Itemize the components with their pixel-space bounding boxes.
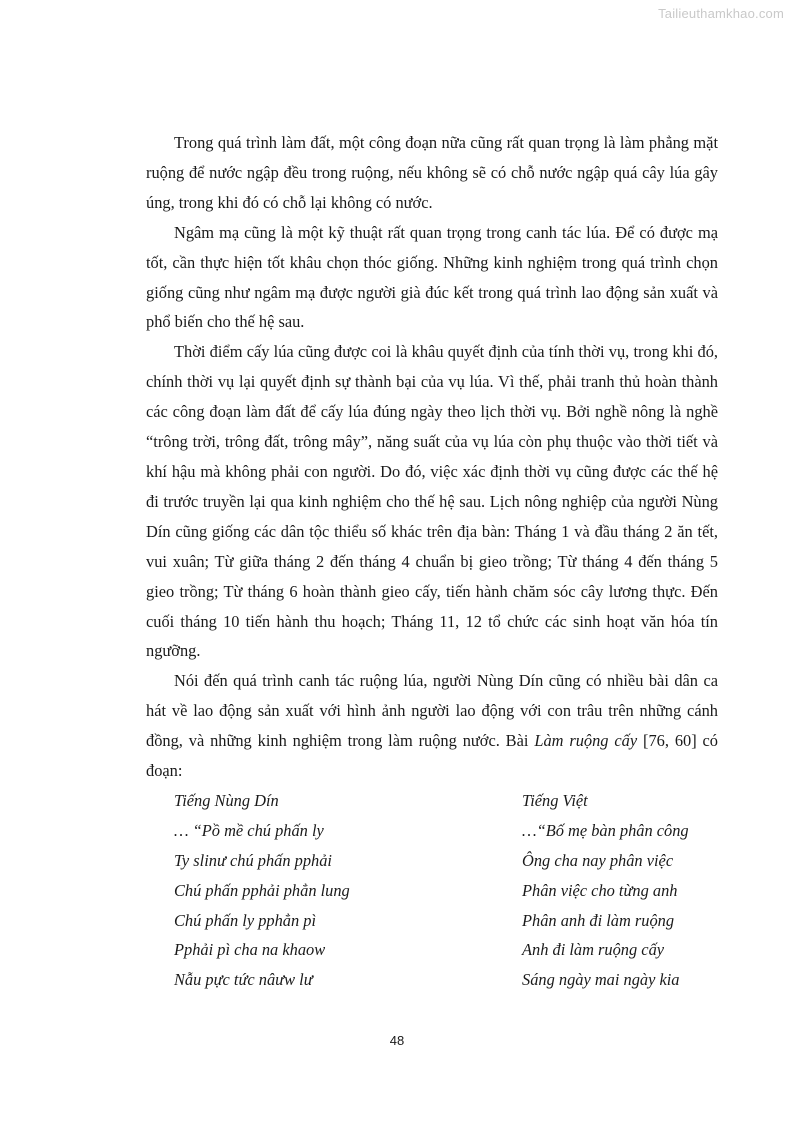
poem-row [146,846,718,876]
poem-line-vietnamese: Sáng ngày mai ngày kia [522,970,680,990]
poem-line-vietnamese: Anh đi làm ruộng cấy [522,940,665,960]
poem-line-nung-din: Nẫu pực tức nâưw lư [174,970,313,990]
poem-row [146,816,718,846]
paragraph-seedling-soaking: Ngâm mạ cũng là một kỹ thuật rất quan trọng trong canh tác lúa. Để có được mạ tốt, cần thực hiện tốt khâu chọn thóc giống. Những kinh nghiệm trong quá trình chọn giống cũng như ngâm mạ được người già đúc kết trong quá trình lao động sản xuất và phổ biến cho thế hệ sau. [146,222,718,332]
poem-line-vietnamese: Ông cha nay phân việc [522,850,674,870]
paragraph-folk-songs-before: Nói đến quá trình canh tác ruộng lúa, người Nùng Dín cũng có nhiều bài dân ca hát về lao động sản xuất với hình ảnh người lao động với con trâu trên những cánh đồng, và những kinh nghiệm trong làm ruộng nước. Bài [146,671,718,751]
paragraph-land-leveling: Trong quá trình làm đất, một công đoạn nữa cũng rất quan trọng là làm phẳng mặt ruộng để nước ngập đều trong ruộng, nếu không sẽ có chỗ nước ngập quá cây lúa gây úng, trong khi đó có chỗ lại không có nước. [146,133,718,212]
poem-header-row [146,786,718,816]
poem-header-nung-din: Tiếng Nùng Dín [174,790,279,810]
paragraph-folk-songs-after: [76, 60] có đoạn: [146,731,719,781]
poem-line-vietnamese: …“Bố mẹ bàn phân công [522,820,689,840]
page-number: 48 [389,1033,405,1048]
poem-line-nung-din: Ty slinư chú phấn pphải [174,850,332,870]
poem-row [146,906,718,936]
paragraph-folk-songs [146,666,718,786]
paragraph-planting-season: Thời điểm cấy lúa cũng được coi là khâu quyết định của tính thời vụ, trong khi đó, chính thời vụ lại quyết định sự thành bại của vụ lúa. Vì thế, phải tranh thủ hoàn thành các công đoạn làm đất để cấy lúa đúng ngày theo lịch thời vụ. Bởi nghề nông là nghề “trông trời, trông đất, trông mây”, năng suất của vụ lúa còn phụ thuộc vào thời tiết và khí hậu mà không phải con người. Do đó, việc xác định thời vụ cũng được các thế hệ đi trước truyền lại qua kinh nghiệm cho thế hệ sau. Lịch nông nghiệp của người Nùng Dín cũng giống các dân tộc thiểu số khác trên địa bàn: Tháng 1 và đầu tháng 2 ăn tết, vui xuân; Từ giữa tháng 2 đến tháng 4 chuẩn bị gieo trồng; Từ tháng 4 đến tháng 5 gieo trồng; Từ tháng 6 hoàn thành gieo cấy, tiến hành chăm sóc cây lương thực. Đến cuối tháng 10 tiến hành thu hoạch; Tháng 11, 12 tổ chức các sinh hoạt văn hóa tín ngưỡng. [146,342,718,661]
poem-line-nung-din: … “Pồ mề chú phấn ly [174,820,324,840]
poem-row [146,965,718,995]
bilingual-poem [146,786,718,995]
poem-row [146,876,718,906]
poem-header-vietnamese: Tiếng Việt [522,790,588,810]
poem-line-nung-din: Pphải pì cha na khaow [174,940,326,960]
poem-line-vietnamese: Phân việc cho từng anh [522,880,678,900]
poem-line-nung-din: Chú phấn ly pphẳn pì [174,910,317,930]
poem-line-vietnamese: Phân anh đi làm ruộng [522,910,675,930]
page-body [146,128,718,995]
watermark-text: Tailieuthamkhao.com [658,6,784,21]
poem-row [146,935,718,965]
song-title: Làm ruộng cấy [534,731,638,751]
poem-line-nung-din: Chú phấn pphải phẳn lung [174,880,350,900]
